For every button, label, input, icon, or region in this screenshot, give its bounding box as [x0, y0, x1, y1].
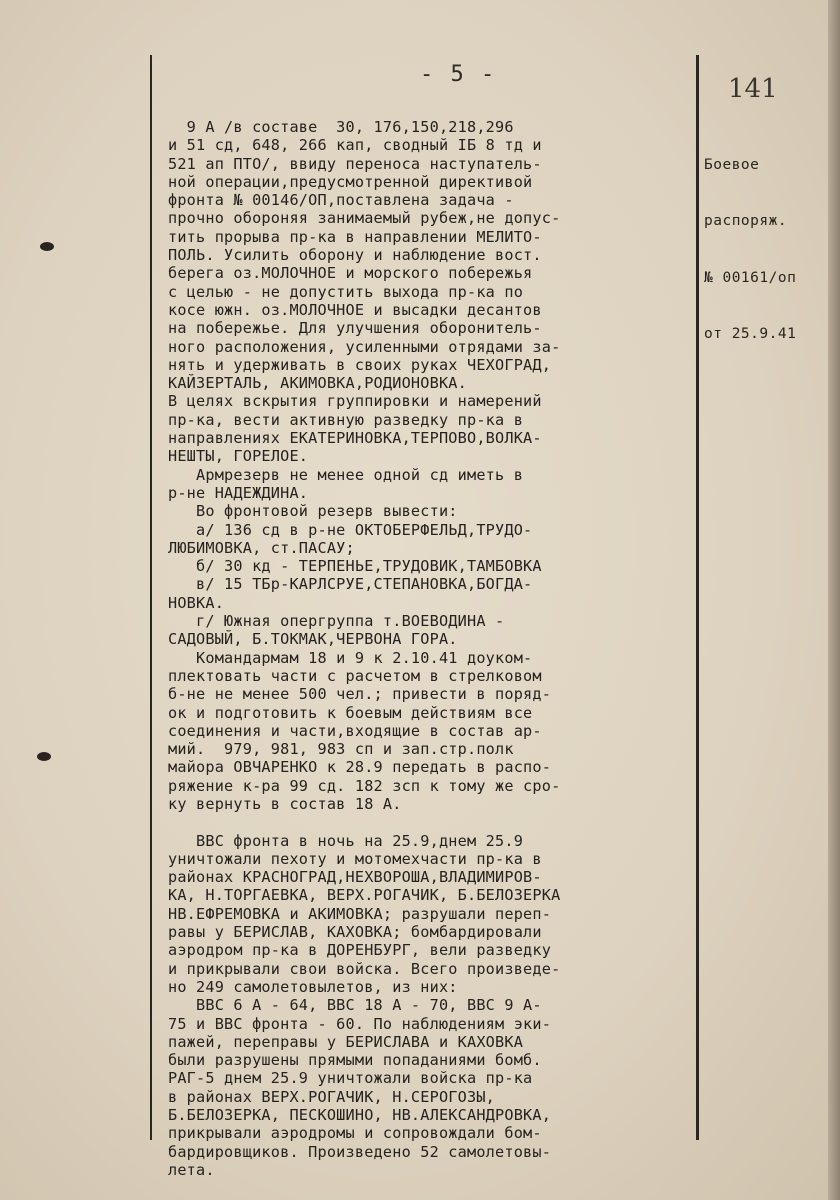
- document-body: [168, 118, 708, 1179]
- text-line: в районах ВЕРХ.РОГАЧИК, Н.СЕРОГОЗЫ,: [168, 1087, 496, 1106]
- text-line: мий. 979, 981, 983 сп и зап.стр.полк: [168, 740, 514, 759]
- text-line: ок и подготовить к боевым действиям все: [168, 703, 533, 722]
- text-line: Армрезерв не менее одной сд иметь в: [168, 465, 524, 484]
- margin-note-line: Боевое: [704, 157, 760, 173]
- text-line: Б.БЕЛОЗЕРКА, ПЕСКОШИНО, НВ.АЛЕКСАНДРОВКА,: [168, 1106, 552, 1125]
- text-line: Во фронтовой резерв вывести:: [168, 502, 458, 521]
- text-line: соединения и части,входящие в состав ар-: [168, 721, 542, 740]
- text-line: майора ОВЧАРЕНКО к 28.9 передать в распо-: [168, 758, 552, 777]
- text-line: НОВКА.: [168, 593, 225, 612]
- text-line: нять и удерживать в своих руках ЧЕХОГРАД,: [168, 355, 552, 374]
- margin-note-line: распоряж.: [704, 213, 788, 230]
- text-line: 75 и ВВС фронта - 60. По наблюдениям эки-: [168, 1014, 552, 1033]
- text-line: Командармам 18 и 9 к 2.10.41 доуком-: [168, 648, 533, 667]
- text-line: 521 ап ПТО/, ввиду переноса наступатель-: [168, 154, 542, 173]
- text-line: плектовать части с расчетом в стрелковом: [168, 666, 542, 685]
- text-line: САДОВЫЙ, Б.ТОКМАК,ЧЕРВОНА ГОРА.: [168, 630, 458, 649]
- page-fold: [828, 0, 840, 1200]
- binding-hole: [37, 752, 51, 761]
- page-number: - 5 -: [420, 62, 497, 87]
- left-margin-line: [150, 55, 152, 1140]
- text-line: косе южн. оз.МОЛОЧНОЕ и высадки десантов: [168, 300, 542, 319]
- text-line: и 51 сд, 648, 266 кап, сводный IБ 8 тд и: [168, 136, 542, 155]
- margin-note: [704, 118, 796, 381]
- text-line: г/ Южная опергруппа т.ВОЕВОДИНА -: [168, 612, 505, 631]
- text-line: КАЙЗЕРТАЛЬ, АКИМОВКА,РОДИОНОВКА.: [168, 374, 467, 393]
- text-line: ряжение к-ра 99 сд. 182 зсп к тому же сро-: [168, 776, 561, 795]
- text-line: РАГ-5 днем 25.9 уничтожали войска пр-ка: [168, 1069, 533, 1088]
- text-line: ку вернуть в состав 18 А.: [168, 794, 402, 813]
- margin-note-line: № 00161/оп: [704, 269, 797, 286]
- text-line: ВВС фронта в ночь на 25.9,днем 25.9: [168, 831, 524, 850]
- paragraph-gap: [168, 813, 708, 831]
- text-line: направлениях ЕКАТЕРИНОВКА,ТЕРПОВО,ВОЛКА-: [168, 429, 542, 448]
- text-line: прочно обороняя занимаемый рубеж,не допус-: [168, 209, 561, 228]
- text-line: равы у БЕРИСЛАВ, КАХОВКА; бомбардировали: [168, 923, 542, 942]
- text-line: ПОЛЬ. Усилить оборону и наблюдение вост.: [168, 246, 542, 265]
- archive-sheet-number: 141: [728, 74, 778, 104]
- text-line: на побережье. Для улучшения оборонитель-: [168, 319, 542, 338]
- text-line: бардировщиков. Произведено 52 самолетовы-: [168, 1142, 552, 1161]
- text-line: ной операции,предусмотренной директивой: [168, 172, 533, 191]
- text-line: в/ 15 ТБр-КАРЛСРУЕ,СТЕПАНОВКА,БОГДА-: [168, 575, 533, 594]
- text-line: 9 А /в составе 30, 176,150,218,296: [168, 118, 514, 136]
- text-line: с целью - не допустить выхода пр-ка по: [168, 282, 524, 301]
- text-line: пр-ка, вести активную разведку пр-ка в: [168, 410, 524, 429]
- text-line: уничтожали пехоту и мотомехчасти пр-ка в: [168, 849, 542, 868]
- text-line: ВВС 6 А - 64, ВВС 18 А - 70, ВВС 9 А-: [168, 996, 542, 1015]
- text-line: и прикрывали свои войска. Всего произведе-: [168, 959, 561, 978]
- text-line: пажей, переправы у БЕРИСЛАВА и КАХОВКА: [168, 1032, 524, 1051]
- text-line: но 249 самолетовылетов, из них:: [168, 977, 458, 996]
- text-line: фронта № 00146/ОП,поставлена задача -: [168, 191, 514, 210]
- text-line: В целях вскрытия группировки и намерений: [168, 392, 542, 411]
- text-line: прикрывали аэродромы и сопровождали бом-: [168, 1124, 542, 1143]
- text-line: КА, Н.ТОРГАЕВКА, ВЕРХ.РОГАЧИК, Б.БЕЛОЗЕРКА: [168, 886, 561, 905]
- text-line: НЕШТЫ, ГОРЕЛОЕ.: [168, 447, 309, 466]
- margin-note-line: от 25.9.41: [704, 325, 797, 342]
- text-line: аэродром пр-ка в ДОРЕНБУРГ, вели разведку: [168, 941, 552, 960]
- text-line: тить прорыва пр-ка в направлении МЕЛИТО-: [168, 227, 542, 246]
- text-line: НВ.ЕФРЕМОВКА и АКИМОВКА; разрушали переп-: [168, 904, 552, 923]
- text-line: б/ 30 кд - ТЕРПЕНЬЕ,ТРУДОВИК,ТАМБОВКА: [168, 557, 542, 576]
- text-line: б-не не менее 500 чел.; привести в поряд-: [168, 685, 552, 704]
- text-line: р-не НАДЕЖДИНА.: [168, 483, 309, 502]
- text-line: лета.: [168, 1160, 215, 1179]
- text-line: районах КРАСНОГРАД,НЕХВОРОША,ВЛАДИМИРОВ-: [168, 868, 542, 887]
- binding-hole: [40, 242, 54, 251]
- text-line: ЛЮБИМОВКА, ст.ПАСАУ;: [168, 538, 355, 557]
- text-line: берега оз.МОЛОЧНОЕ и морского побережья: [168, 264, 533, 283]
- text-line: а/ 136 сд в р-не ОКТОБЕРФЕЛЬД,ТРУДО-: [168, 520, 533, 539]
- text-line: ного расположения, усиленными отрядами за-: [168, 337, 561, 356]
- text-line: были разрушены прямыми попаданиями бомб.: [168, 1051, 542, 1070]
